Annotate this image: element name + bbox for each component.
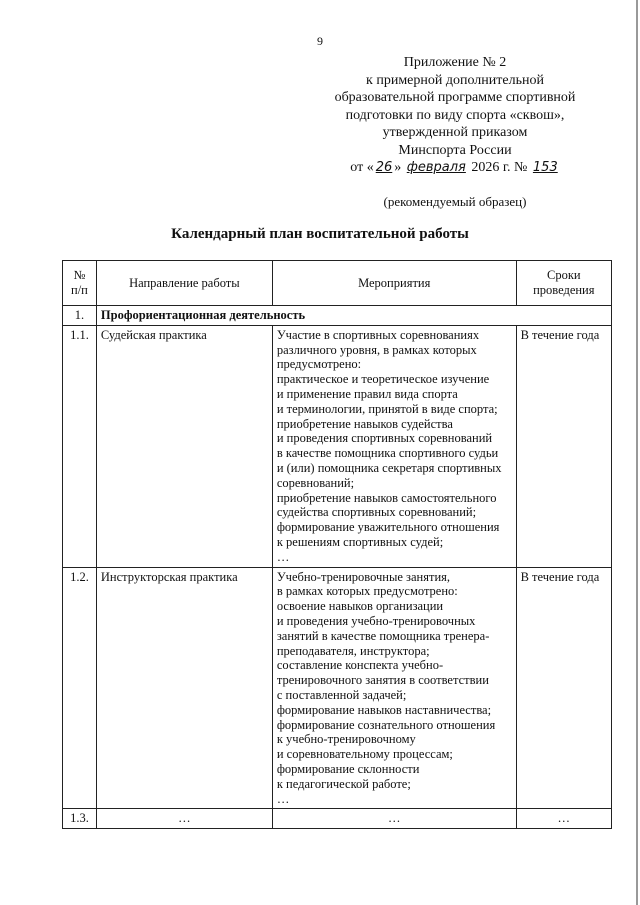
appendix-line: Приложение № 2 [403,55,507,70]
row-activities: … [272,809,516,829]
activity-line: в рамках которых предусмотрено: [276,584,458,599]
activity-line: и соревновательному процессам; [276,747,453,762]
activity-line: и проведения спортивных соревнований [276,431,493,446]
activity-line: … [276,791,290,806]
activity-line: тренировочного занятия в соответствии [276,673,489,688]
table-header-row [63,261,612,306]
activity-line: освоение навыков организации [276,599,444,614]
appendix-line: образовательной программе спортивной [334,90,576,105]
activity-line: приобретение навыков самостоятельного [276,490,497,505]
row-num: 1.2. [63,567,97,809]
handwritten-month: февраля [406,160,466,175]
row-activities [272,325,516,567]
row-direction: … [96,809,272,829]
row-timing: … [516,809,611,829]
plan-table [62,260,612,829]
activity-line: формирование склонности [276,761,420,776]
section-num: 1. [63,306,97,326]
row-num: 1.3. [63,809,97,829]
activity-line: и проведения учебно-тренировочных [276,613,476,628]
activity-line: приобретение навыков судейства [276,416,453,431]
activity-line: занятий в качестве помощника тренера- [276,628,490,643]
document-title: Календарный план воспитательной работы [171,226,469,242]
row-direction: Инструкторская практика [96,567,272,809]
activity-line: судейства спортивных соревнований; [276,505,477,520]
activity-line: предусмотрено: [276,357,362,372]
header-timing: Сроки проведения [516,261,611,306]
row-activities [272,567,516,809]
activity-line: преподавателя, инструктора; [276,643,430,658]
row-num: 1.1. [63,325,97,567]
header-num: № п/п [63,261,97,306]
table-row [63,325,612,567]
appendix-line: к примерной дополнительной [366,72,544,88]
order-date-line [300,159,610,177]
activity-line: и терминологии, принятой в виде спорта; [276,401,498,416]
activity-line: формирование уважительного отношения [276,520,500,535]
appendix-line: подготовки по виду спорта «сквош», [345,107,565,123]
date-mid: » [394,160,402,175]
activity-line: практическое и теоретическое изучение [276,372,490,387]
activity-line: формирование сознательного отношения [276,717,496,732]
activity-line: различного уровня, в рамках которых [276,342,477,357]
row-timing: В течение года [516,567,611,809]
section-row [63,306,612,326]
handwritten-order-number: 153 [532,160,558,175]
header-direction: Направление работы [96,261,272,306]
sample-note: (рекомендуемый образец) [383,194,527,209]
table-row [63,809,612,829]
activity-line: к педагогической работе; [276,776,411,791]
appendix-line: утвержденной приказом [382,125,528,140]
activity-line: Учебно-тренировочные занятия, [276,569,451,584]
activity-line: и применение правил вида спорта [276,386,458,401]
activity-line: формирование навыков наставничества; [276,702,492,717]
activity-line: и (или) помощника секретаря спортивных [276,460,502,475]
appendix-header [300,54,610,177]
header-activities: Мероприятия [272,261,516,306]
scan-edge-mark [636,0,638,905]
table-row [63,567,612,809]
section-title: Профориентационная деятельность [96,306,611,326]
activity-line: составление конспекта учебно- [276,658,444,673]
activity-line: соревнований; [276,475,355,490]
handwritten-day: 26 [375,160,393,175]
activity-line: в качестве помощника спортивного судьи [276,446,499,461]
date-prefix: от « [350,160,374,175]
row-direction: Судейская практика [96,325,272,567]
page-number: 9 [317,34,323,48]
activity-line: … [276,549,290,564]
appendix-line: Минспорта России [398,142,512,158]
row-timing: В течение года [516,325,611,567]
date-year: 2026 г. № [471,160,528,175]
activity-line: Участие в спортивных соревнованиях [276,327,480,342]
activity-line: к решениям спортивных судей; [276,534,444,549]
activity-line: к учебно-тренировочному [276,732,416,747]
activity-line: с поставленной задачей; [276,687,407,702]
